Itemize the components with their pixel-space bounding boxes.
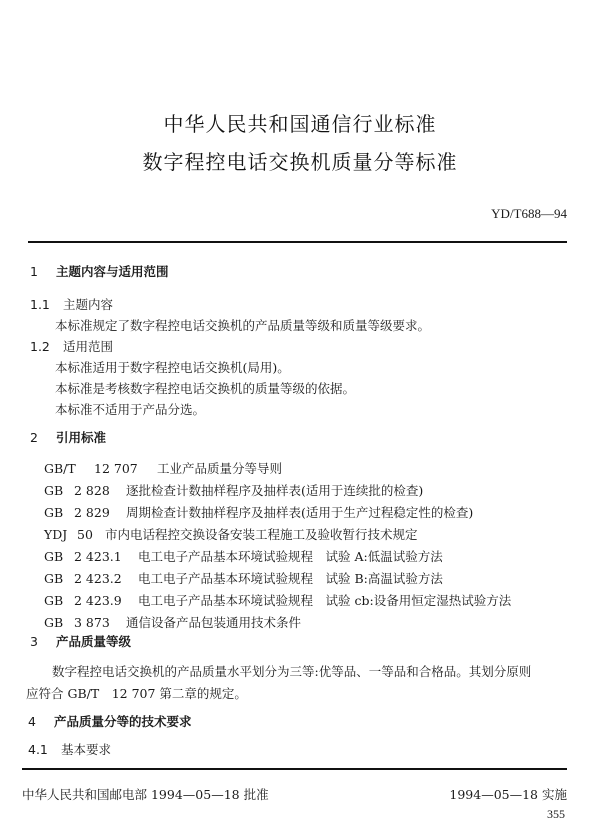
section-4-heading <box>28 712 192 730</box>
section-4-1-heading <box>28 740 111 758</box>
reference-code: GB <box>44 593 64 608</box>
page-number: 355 <box>547 807 565 821</box>
section-title: 主题内容与适用范围 <box>56 264 169 279</box>
reference-item <box>44 481 423 499</box>
reference-title: 电工电子产品基本环境试验规程 试验 cb:设备用恒定湿热试验方法 <box>138 593 512 608</box>
paragraph: 本标准不适用于产品分选。 <box>55 402 206 417</box>
reference-title: 逐批检查计数抽样程序及抽样表(适用于连续批的检查) <box>126 483 424 498</box>
section-title: 引用标准 <box>56 430 107 445</box>
section-1-heading <box>30 262 169 280</box>
paragraph: 数字程控电话交换机的产品质量水平划分为三等:优等品、一等品和合格品。其划分原则 <box>52 664 532 679</box>
document-title-line1: 中华人民共和国通信行业标准 <box>163 112 437 136</box>
reference-number: 2 828 <box>74 483 110 498</box>
reference-title: 工业产品质量分等导则 <box>157 461 283 476</box>
section-title: 产品质量等级 <box>56 634 132 649</box>
reference-number: 3 873 <box>74 615 110 630</box>
reference-number: 2 423.9 <box>74 593 122 608</box>
reference-number: 2 829 <box>74 505 110 520</box>
section-1-1-heading <box>30 295 113 313</box>
section-title: 主题内容 <box>63 297 114 312</box>
section-number: 1 <box>30 264 38 279</box>
section-number: 4.1 <box>28 742 48 757</box>
section-number: 4 <box>28 714 36 729</box>
section-number: 2 <box>30 430 38 445</box>
section-title: 产品质量分等的技术要求 <box>54 714 192 729</box>
reference-number: 50 <box>77 527 93 542</box>
reference-code: YDJ <box>44 527 68 542</box>
reference-title: 电工电子产品基本环境试验规程 试验 A:低温试验方法 <box>138 549 443 564</box>
reference-code: GB <box>44 483 64 498</box>
reference-number: 2 423.2 <box>74 571 122 586</box>
reference-item <box>44 547 443 565</box>
reference-code: GB <box>44 615 64 630</box>
reference-title: 通信设备产品包装通用技术条件 <box>126 615 302 630</box>
header-divider <box>28 241 567 243</box>
implementation-date: 1994—05—18 实施 <box>449 787 567 802</box>
reference-code: GB <box>44 549 64 564</box>
reference-number: 2 423.1 <box>74 549 122 564</box>
section-number: 3 <box>30 634 38 649</box>
approval-statement: 中华人民共和国邮电部 1994—05—18 批准 <box>22 787 269 802</box>
section-number: 1.2 <box>30 339 50 354</box>
section-title: 适用范围 <box>63 339 114 354</box>
paragraph: 应符合 GB/T 12 707 第二章的规定。 <box>26 686 247 701</box>
section-title: 基本要求 <box>61 742 112 757</box>
paragraph: 本标准规定了数字程控电话交换机的产品质量等级和质量等级要求。 <box>55 318 431 333</box>
reference-title: 周期检查计数抽样程序及抽样表(适用于生产过程稳定性的检查) <box>126 505 474 520</box>
reference-title: 电工电子产品基本环境试验规程 试验 B:高温试验方法 <box>138 571 443 586</box>
document-title-line2: 数字程控电话交换机质量分等标准 <box>142 150 458 174</box>
reference-code: GB/T <box>44 461 76 476</box>
reference-title: 市内电话程控交换设备安装工程施工及验收暂行技术规定 <box>105 527 418 542</box>
paragraph: 本标准适用于数字程控电话交换机(局用)。 <box>55 360 290 375</box>
reference-number: 12 707 <box>94 461 138 476</box>
section-number: 1.1 <box>30 297 50 312</box>
reference-code: GB <box>44 571 64 586</box>
section-1-2-heading <box>30 337 113 355</box>
reference-item <box>44 613 301 631</box>
section-2-heading <box>30 428 106 446</box>
paragraph: 本标准是考核数字程控电话交换机的质量等级的依据。 <box>55 381 356 396</box>
reference-item <box>44 525 418 543</box>
reference-item <box>44 591 511 609</box>
standard-number: YD/T688—94 <box>491 206 567 221</box>
reference-item <box>44 503 473 521</box>
section-3-heading <box>30 632 131 650</box>
footer-divider <box>22 768 567 770</box>
reference-code: GB <box>44 505 64 520</box>
reference-item <box>44 569 443 587</box>
reference-item <box>44 459 282 477</box>
